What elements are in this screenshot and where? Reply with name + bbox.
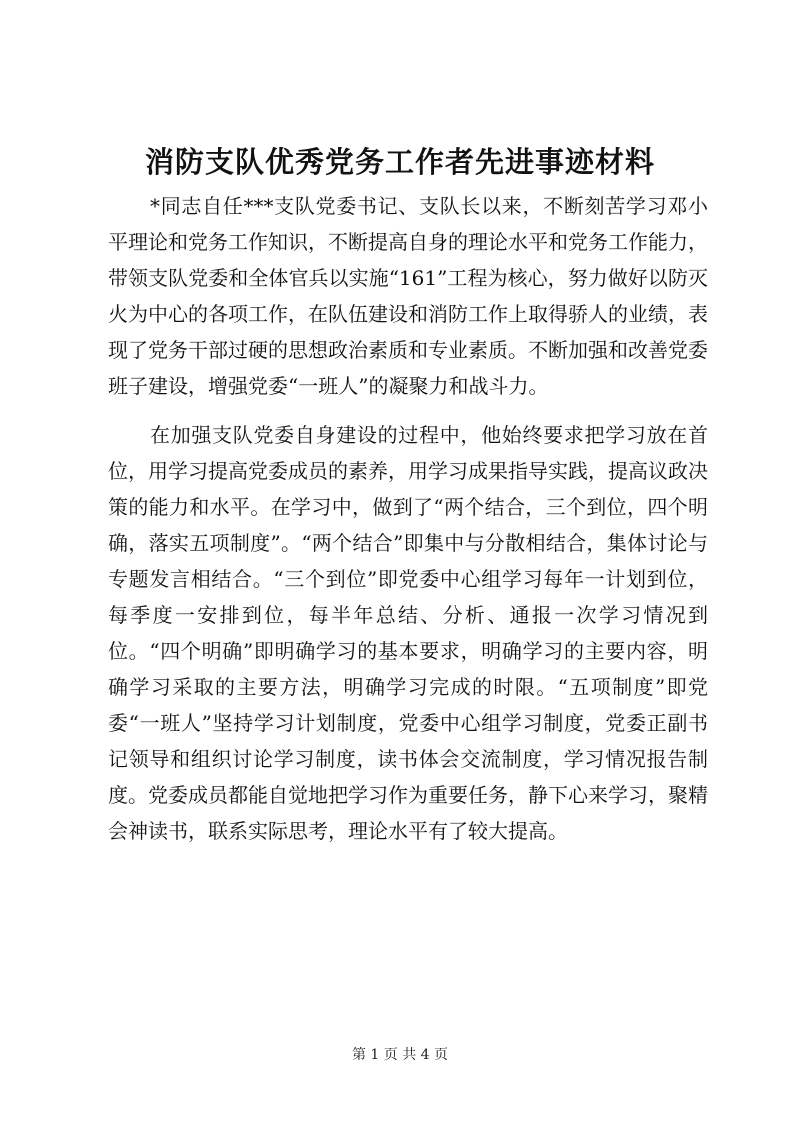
paragraph-2: 在加强支队党委自身建设的过程中，他始终要求把学习放在首位，用学习提高党委成员的素养，用学习成果指导实践，提高议政决策的能力和水平。在学习中，做到了“两个结合，三个到位，四个明确，落实五项制度”。“两个结合”即集中与分散相结合，集体讨论与专题发言相结合。“三个到位”即党委中心组学习每年一计划到位，每季度一安排到位，每半年总结、分析、通报一次学习情况到位。“四个明确”即明确学习的基本要求，明确学习的主要内容，明确学习采取的主要方法，明确学习完成的时限。“五项制度”即党委“一班人”坚持学习计划制度，党委中心组学习制度，党委正副书记领导和组织讨论学习制度，读书体会交流制度，学习情况报告制度。党委成员都能自觉地把学习作为重要任务，静下心来学习，聚精会神读书，联系实际思考，理论水平有了较大提高。 xyxy=(108,423,708,843)
document-title: 消防支队优秀党务工作者先进事迹材料 xyxy=(144,145,655,179)
page-indicator: 第 1 页 共 4 页 xyxy=(351,1047,449,1063)
document-body xyxy=(108,188,708,849)
paragraph-1: *同志自任***支队党委书记、支队长以来，不断刻苦学习邓小平理论和党务工作知识，不断提高自身的理论水平和党务工作能力，带领支队党委和全体官兵以实施“161”工程为核心，努力做好以防灭火为中心的各项工作，在队伍建设和消防工作上取得骄人的业绩，表现了党务干部过硬的思想政治素质和专业素质。不断加强和改善党委班子建设，增强党委“一班人”的凝聚力和战斗力。 xyxy=(108,194,708,398)
